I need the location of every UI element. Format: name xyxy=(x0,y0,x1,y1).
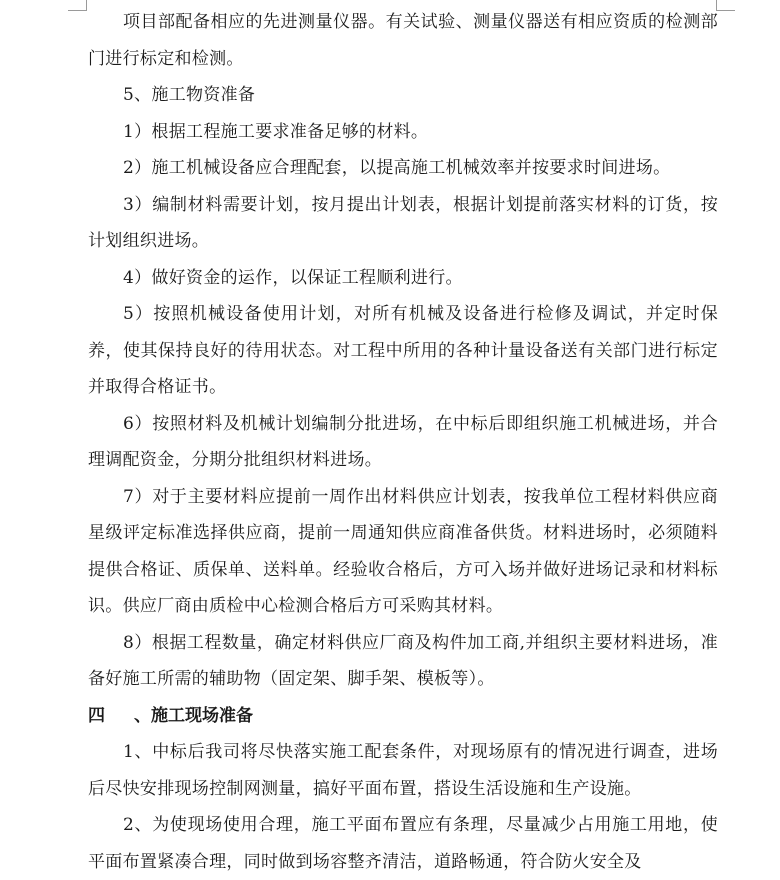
paragraph-instruments: 项目部配备相应的先进测量仪器。有关试验、测量仪器送有相应资质的检测部门进行标定和检测。 xyxy=(88,12,718,69)
crop-mark-top-right xyxy=(716,0,735,11)
list-item-6: 6）按照材料及机械计划编制分批进场，在中标后即组织施工机械进场，并合理调配资金，分期分批组织材料进场。 xyxy=(88,413,718,470)
list-item-7: 7）对于主要材料应提前一周作出材料供应计划表，按我单位工程材料供应商星级评定标准选择供应商，提前一周通知供应商准备供货。材料进场时，必须随料提供合格证、质保单、送料单。经验收合格后，方可入场并做好进场记录和材料标识。供应厂商由质检中心检测合格后方可采购其材料。 xyxy=(88,486,718,616)
list-item-3: 3）编制材料需要计划，按月提出计划表，根据计划提前落实材料的订货，按计划组织进场。 xyxy=(88,194,718,251)
list-item-4: 4）做好资金的运作，以保证工程顺利进行。 xyxy=(123,267,463,288)
subheading-material-preparation: 5、施工物资准备 xyxy=(123,85,256,105)
section-heading xyxy=(88,698,718,735)
list-item-1: 1）根据工程施工要求准备足够的材料。 xyxy=(123,121,429,142)
document-page xyxy=(88,4,718,880)
list-item-2: 2）施工机械设备应合理配套，以提高施工机械效率并按要求时间进场。 xyxy=(123,158,671,178)
section-paragraph-1: 1、中标后我司将尽快落实施工配套条件，对现场原有的情况进行调查，进场后尽快安排现场控制网测量，搞好平面布置，搭设生活设施和生产设施。 xyxy=(88,742,718,799)
section-paragraph-2: 2、为使现场使用合理，施工平面布置应有条理，尽量减少占用施工用地，使平面布置紧凑合理，同时做到场容整齐清洁，道路畅通，符合防火安全及 xyxy=(88,815,718,872)
list-item-5: 5）按照机械设备使用计划，对所有机械及设备进行检修及调试，并定时保养，使其保持良好的待用状态。对工程中所用的各种计量设备送有关部门进行标定并取得合格证书。 xyxy=(88,304,718,397)
crop-mark-top-left xyxy=(68,0,87,11)
section-heading-number: 四 xyxy=(88,705,105,726)
list-item-8: 8）根据工程数量，确定材料供应厂商及构件加工商,并组织主要材料进场，准备好施工所需的辅助物（固定架、脚手架、模板等）。 xyxy=(88,632,718,689)
section-heading-title: 、施工现场准备 xyxy=(134,705,253,726)
